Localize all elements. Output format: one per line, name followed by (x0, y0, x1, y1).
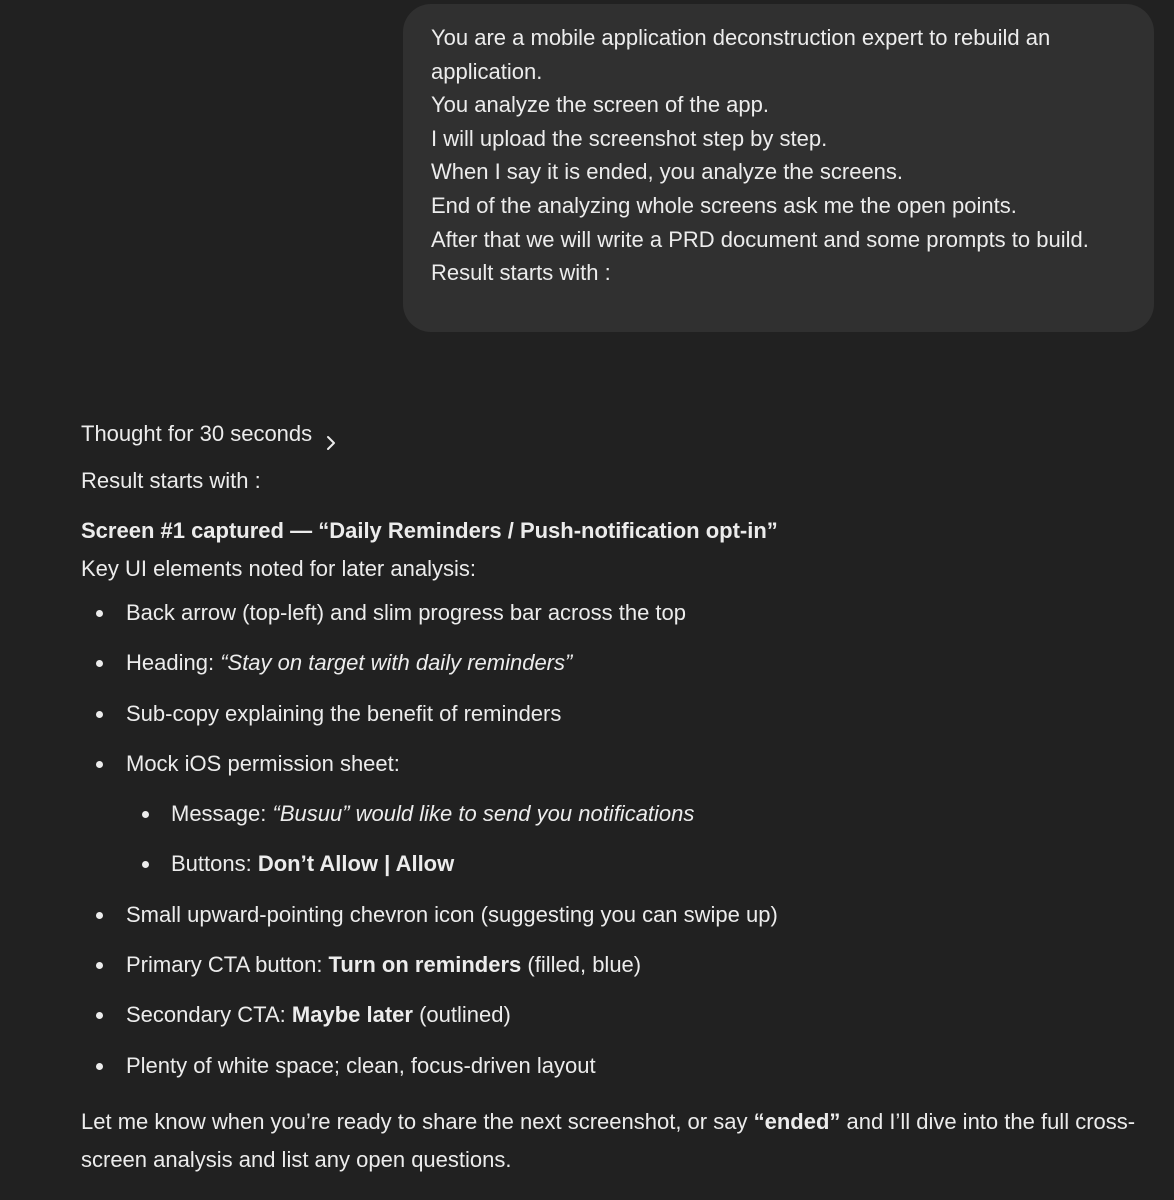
key-elements-list (81, 594, 1151, 1085)
list-item-bold: Maybe later (291, 1002, 413, 1028)
closing-text: and I’ll dive into the full cross-screen analysis and list any open questions. (81, 1108, 1136, 1172)
list-item (81, 594, 1151, 632)
key-elements-intro: Key UI elements noted for later analysis: (81, 556, 476, 581)
thought-toggle[interactable] (81, 416, 1151, 452)
closing-text: Let me know when you’re ready to share the next screenshot, or say (81, 1108, 754, 1134)
list-item-text: Small upward-pointing chevron icon (suggesting you can swipe up) (126, 901, 778, 927)
list-item (81, 896, 1151, 934)
user-message-line: application. (431, 58, 543, 84)
list-item-bold: Don’t Allow | Allow (257, 851, 455, 877)
list-item (81, 695, 1151, 733)
user-message-bubble (403, 4, 1154, 332)
list-item-text: Primary CTA button: (126, 952, 329, 978)
chevron-right-icon[interactable] (324, 426, 338, 442)
bullet-dot (96, 962, 103, 969)
list-item-italic: “Stay on target with daily reminders” (220, 650, 573, 676)
list-item-text: Heading: (126, 650, 221, 676)
user-message-line: Result starts with : (431, 260, 611, 286)
list-item-text: Message: (171, 801, 273, 827)
user-message-line: After that we will write a PRD document and some prompts to build. (431, 226, 1089, 252)
bullet-dot (96, 761, 103, 768)
list-item-text: (filled, blue) (521, 952, 642, 978)
list-item (81, 946, 1151, 984)
list-item-bold: Turn on reminders (328, 952, 522, 978)
thought-label: Thought for 30 seconds (81, 421, 313, 446)
list-item-text: Sub-copy explaining the benefit of reminders (126, 700, 562, 726)
bullet-dot (96, 711, 103, 718)
list-item-text: Secondary CTA: (126, 1002, 292, 1028)
list-item-text: Plenty of white space; clean, focus-driven layout (126, 1052, 596, 1078)
bullet-dot (142, 861, 149, 868)
list-item (81, 745, 1151, 783)
bullet-dot (142, 811, 149, 818)
bullet-dot (96, 912, 103, 919)
result-intro: Result starts with : (81, 468, 261, 493)
bullet-dot (96, 610, 103, 617)
sub-list-item (81, 795, 1151, 833)
sub-list-item (81, 845, 1151, 883)
user-message-line: You analyze the screen of the app. (431, 92, 769, 118)
closing-bold: “ended” (753, 1108, 841, 1134)
list-item-text: (outlined) (412, 1002, 511, 1028)
user-message-line: End of the analyzing whole screens ask me the open points. (431, 192, 1017, 218)
bullet-dot (96, 1012, 103, 1019)
closing-paragraph (81, 1103, 1141, 1179)
list-item-italic: “Busuu” would like to send you notifications (272, 801, 695, 827)
user-message-line: I will upload the screenshot step by step. (431, 125, 828, 151)
user-message-line: You are a mobile application deconstruction expert to rebuild an (431, 25, 1051, 50)
list-item (81, 996, 1151, 1034)
screen-heading: Screen #1 captured — “Daily Reminders / Push-notification opt-in” (81, 518, 778, 543)
list-item-text: Back arrow (top-left) and slim progress bar across the top (126, 600, 687, 625)
list-item (81, 644, 1151, 682)
list-item-text: Mock iOS permission sheet: (126, 750, 400, 776)
list-item (81, 1047, 1151, 1085)
user-message-line: When I say it is ended, you analyze the screens. (431, 159, 904, 185)
list-item-text: Buttons: (171, 851, 258, 877)
assistant-message (81, 416, 1151, 1179)
bullet-dot (96, 660, 103, 667)
bullet-dot (96, 1063, 103, 1070)
